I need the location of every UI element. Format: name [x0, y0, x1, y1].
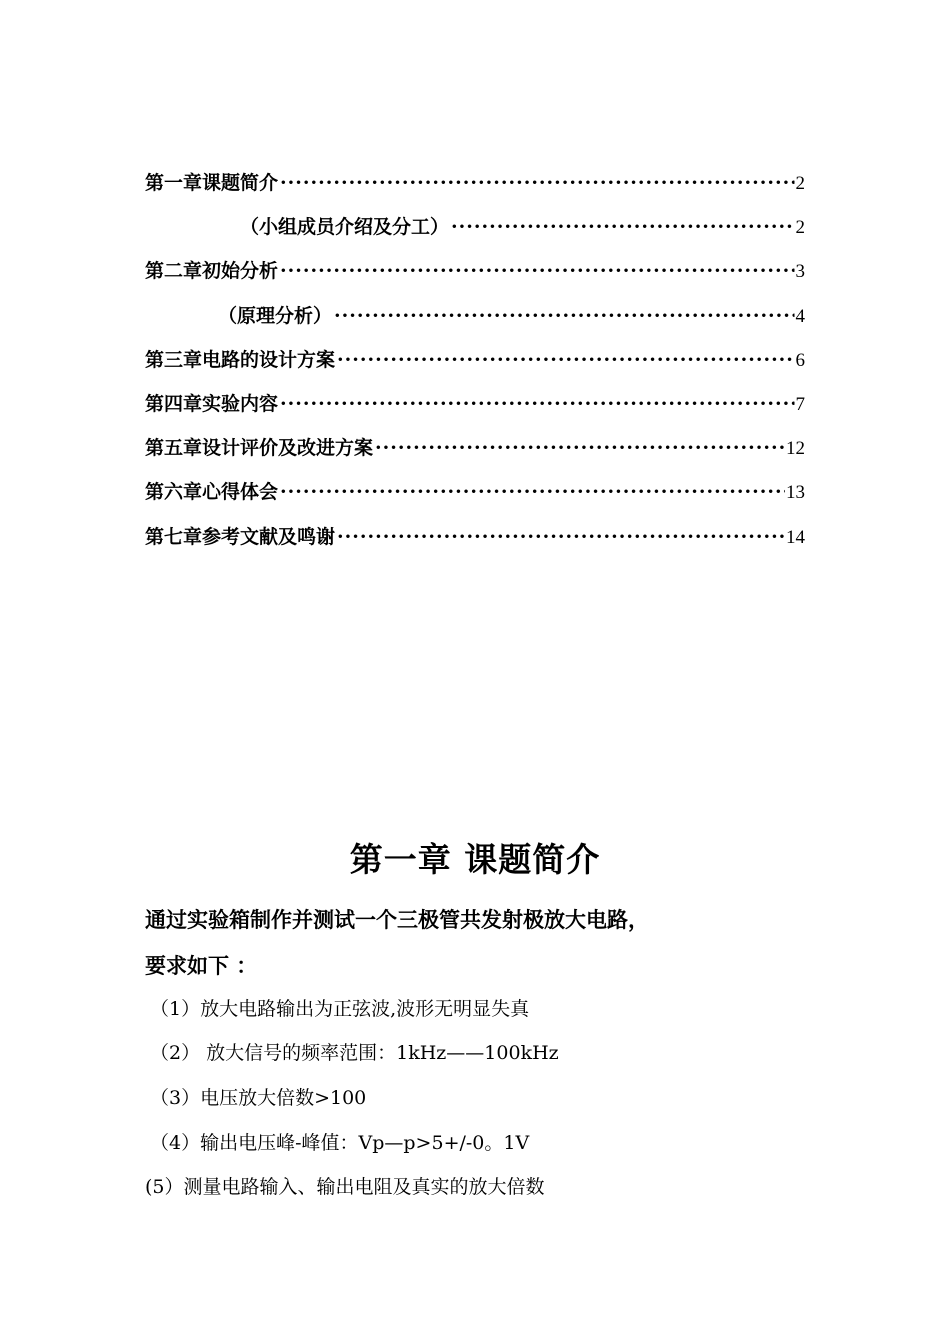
toc-leader-dots	[337, 349, 794, 371]
toc-entry-team-members[interactable]	[145, 212, 805, 256]
table-of-contents	[145, 168, 805, 566]
toc-entry-chapter-1[interactable]	[145, 168, 805, 212]
toc-title: 设计评价及改进方案	[202, 437, 374, 460]
toc-page-number: 4	[795, 305, 805, 327]
toc-chapter-number: 第七章	[145, 525, 203, 548]
requirement-item: （1）放大电路输出为正弦波,波形无明显失真	[150, 998, 530, 1020]
toc-chapter-number: 第一章	[145, 172, 203, 194]
toc-leader-dots	[280, 481, 785, 503]
intro-line: 通过实验箱制作并测试一个三极管共发射极放大电路，	[145, 907, 649, 932]
toc-leader-dots	[334, 305, 794, 327]
chapter-heading: 第一章 课题简介	[349, 840, 601, 879]
toc-chapter-number: 第三章	[145, 348, 203, 371]
toc-title: 初始分析	[202, 260, 279, 283]
requirement-item: （3）电压放大倍数>100	[150, 1087, 367, 1109]
toc-title: 参考文献及鸣谢	[202, 525, 336, 548]
toc-entry-chapter-3[interactable]	[145, 345, 805, 389]
toc-title: （原理分析）	[218, 304, 333, 327]
toc-page-number: 2	[795, 217, 805, 239]
toc-entry-chapter-2[interactable]	[145, 256, 805, 300]
toc-leader-dots	[337, 526, 785, 548]
toc-entry-chapter-5[interactable]	[145, 433, 805, 477]
toc-chapter-number: 第二章	[145, 260, 203, 283]
requirement-item: （2） 放大信号的频率范围：1kHz——100kHz	[150, 1042, 559, 1064]
requirement-item: (5）测量电路输入、输出电阻及真实的放大倍数	[145, 1176, 545, 1198]
intro-line: 要求如下 ：	[145, 953, 258, 978]
toc-title: 课题简介	[202, 172, 279, 194]
toc-page-number: 14	[786, 526, 805, 548]
toc-entry-chapter-7[interactable]	[145, 522, 805, 566]
toc-chapter-number: 第四章	[145, 392, 203, 415]
toc-leader-dots	[375, 437, 785, 459]
toc-page-number: 2	[795, 173, 805, 194]
toc-leader-dots	[280, 172, 794, 194]
toc-page-number: 6	[795, 349, 805, 371]
toc-page-number: 13	[786, 482, 805, 504]
toc-title: 电路的设计方案	[202, 348, 336, 371]
toc-title: （小组成员介绍及分工）	[240, 216, 450, 239]
toc-leader-dots	[280, 393, 794, 415]
toc-chapter-number: 第五章	[145, 437, 203, 460]
toc-page-number: 12	[786, 438, 805, 460]
toc-title: 实验内容	[202, 392, 279, 415]
toc-page-number: 3	[795, 261, 805, 283]
toc-entry-principle-analysis[interactable]	[145, 301, 805, 345]
requirement-item: （4）输出电压峰-峰值：Vp—p>5+/-0。1V	[150, 1132, 530, 1154]
toc-leader-dots	[280, 260, 794, 282]
toc-title: 心得体会	[202, 481, 279, 504]
toc-page-number: 7	[795, 393, 805, 415]
toc-leader-dots	[451, 216, 794, 238]
toc-chapter-number: 第六章	[145, 481, 203, 504]
toc-entry-chapter-6[interactable]	[145, 477, 805, 521]
toc-entry-chapter-4[interactable]	[145, 389, 805, 433]
